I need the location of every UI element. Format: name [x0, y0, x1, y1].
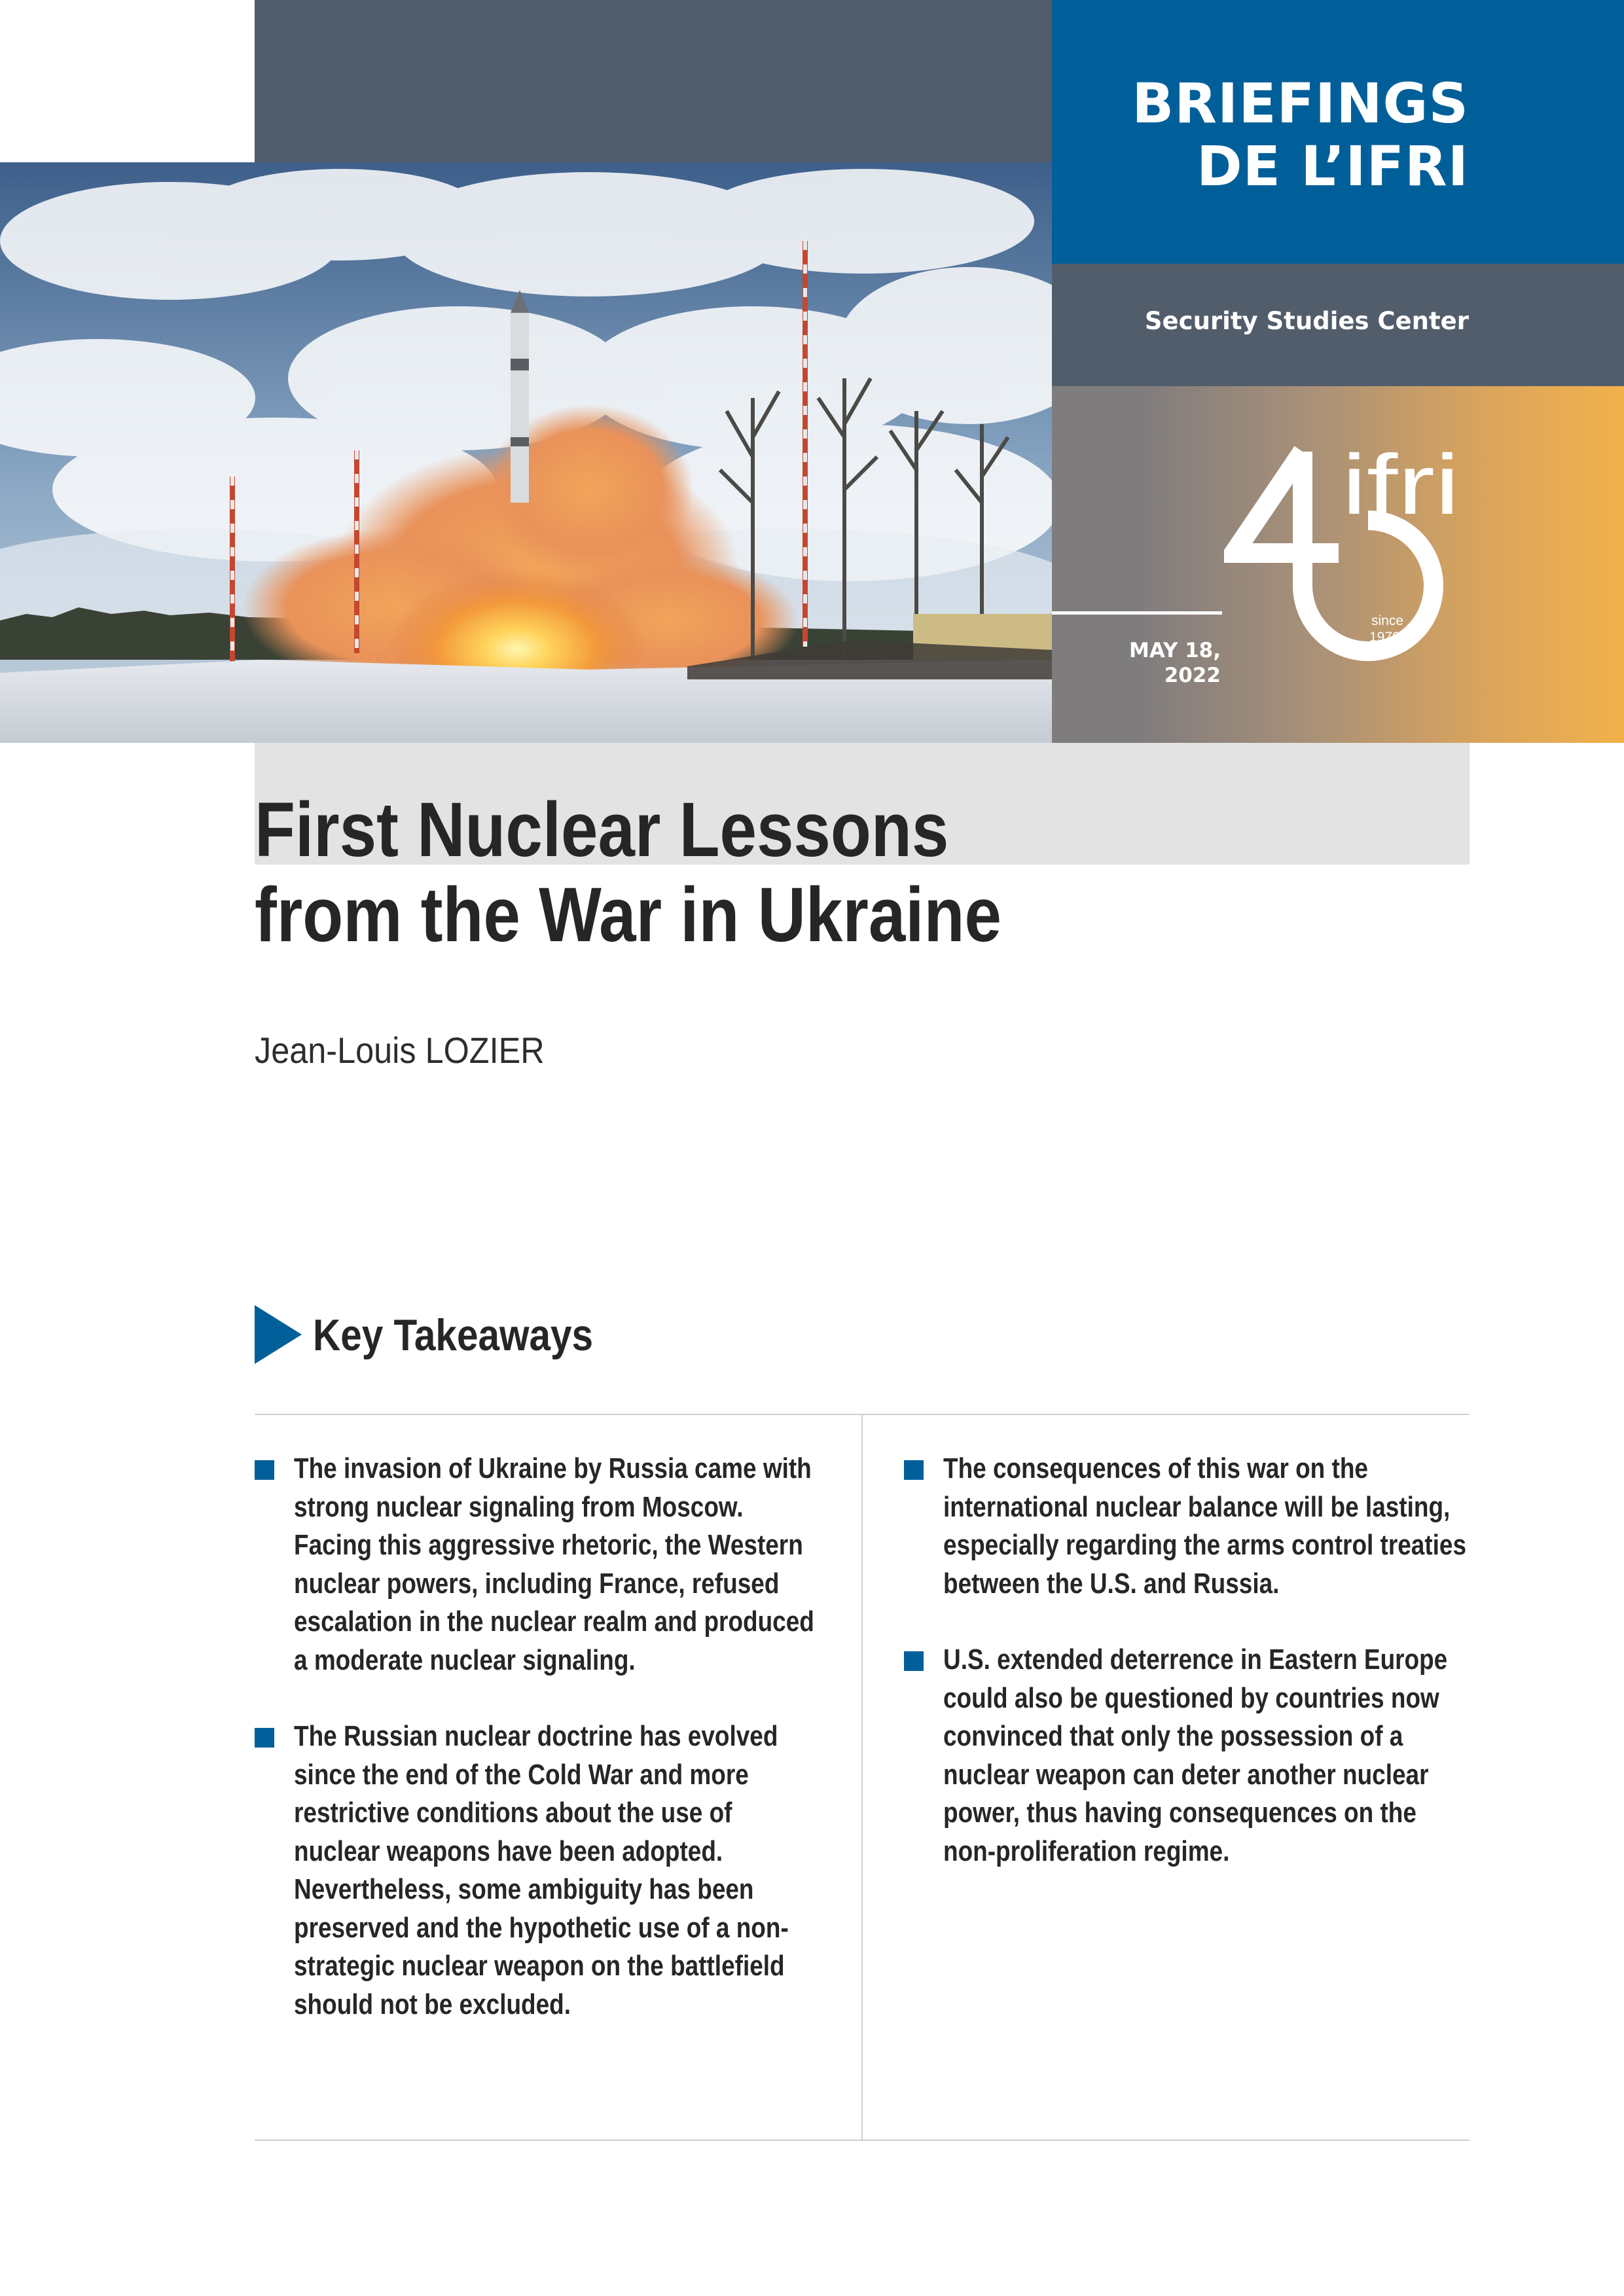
takeaways-left-column	[255, 1450, 814, 2062]
takeaway-text: The Russian nuclear doctrine has evolved since the end of the Cold War and more restrictive conditions about the use of nuclear weapons have been adopted. Nevertheless, some ambiguity has been preserved and the hypothetic use of a non-strategic nuclear weapon on the battlefield should not be excluded.	[294, 1720, 789, 2020]
cover-photo	[0, 162, 1052, 743]
since-year: 1979	[1369, 630, 1400, 645]
key-takeaways-heading: Key Takeaways	[313, 1310, 594, 1360]
takeaway-item	[904, 1450, 1467, 1603]
section-rule-bottom	[255, 2140, 1470, 2141]
author-name: Jean-Louis LOZIER	[255, 1030, 545, 1071]
header-slate-band	[255, 0, 1052, 162]
takeaway-item	[904, 1641, 1460, 1871]
square-bullet-icon	[904, 1651, 924, 1671]
series-title	[1132, 72, 1469, 198]
publication-date	[1129, 638, 1221, 688]
date-line2: 2022	[1164, 664, 1221, 687]
column-divider	[861, 1415, 863, 2140]
takeaway-text: The invasion of Ukraine by Russia came with strong nuclear signaling from Moscow. Facing this aggressive rhetoric, the Western nuclear powers, including France, refused escalation in the nuclear realm and produced a moderate nuclear signaling.	[294, 1452, 814, 1676]
date-rule	[1052, 611, 1222, 615]
document-title: First Nuclear Lessons from the War in Ukraine	[255, 787, 1001, 958]
series-title-line2: DE L’IFRI	[1196, 134, 1469, 198]
ifri-wordmark: ifri	[1342, 439, 1460, 532]
takeaways-right-column	[904, 1450, 1467, 1909]
date-line1: MAY 18,	[1128, 639, 1221, 662]
takeaway-text: U.S. extended deterrence in Eastern Europe could also be questioned by countries now convinced that only the possession of a nuclear weapon can deter another nuclear power, thus having consequences on the non-proliferation regime.	[943, 1643, 1448, 1867]
triangle-arrow-icon	[255, 1305, 302, 1364]
center-name: Security Studies Center	[1144, 307, 1469, 335]
since-label: since	[1371, 613, 1404, 628]
takeaway-item	[255, 1450, 814, 1679]
takeaway-item	[255, 1717, 811, 2024]
series-title-line1: BRIEFINGS	[1132, 71, 1469, 135]
square-bullet-icon	[255, 1460, 274, 1480]
takeaway-text: The consequences of this war on the international nuclear balance will be lasting, especially regarding the arms control treaties between the U.S. and Russia.	[943, 1452, 1467, 1600]
square-bullet-icon	[904, 1460, 924, 1480]
ifri-40-years-logo	[1224, 439, 1473, 713]
square-bullet-icon	[255, 1728, 274, 1748]
